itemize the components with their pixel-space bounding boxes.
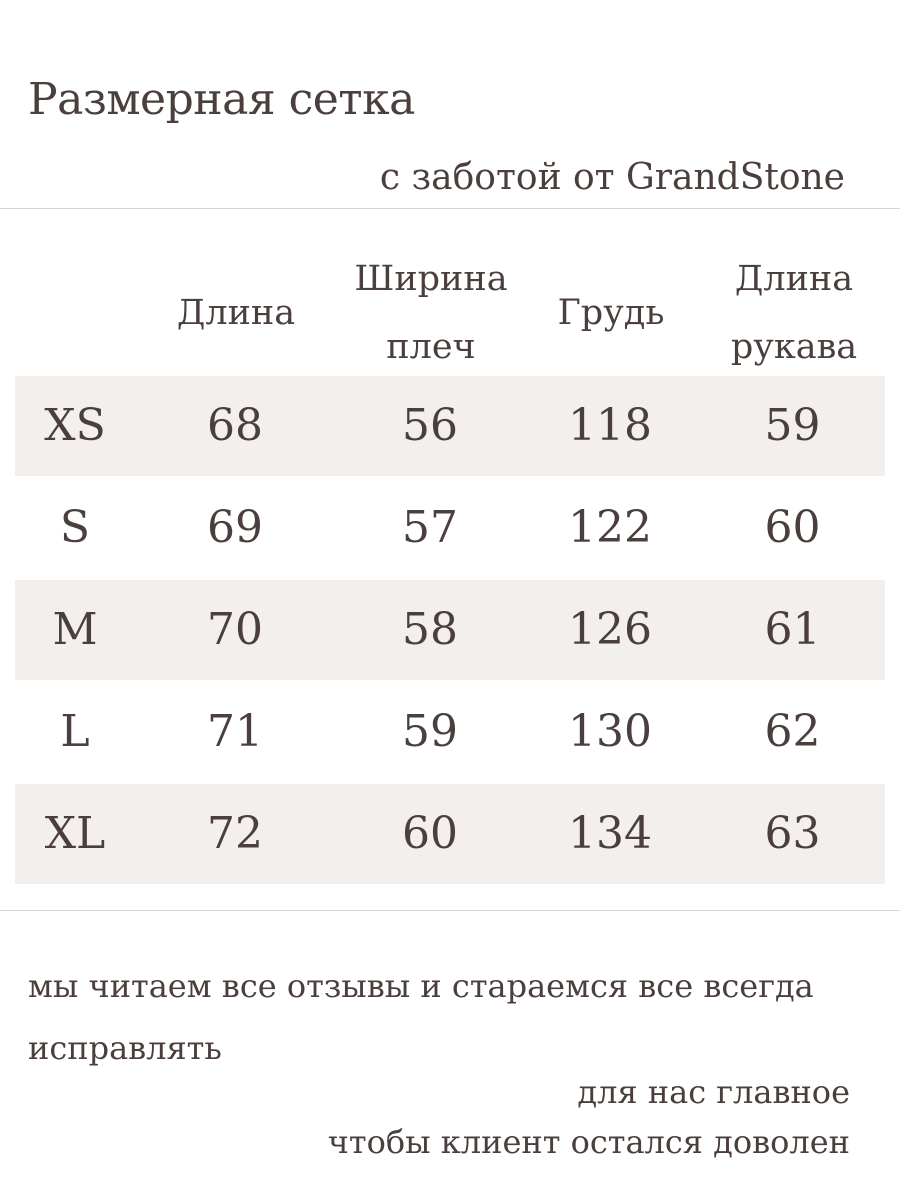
footer-note-line-1: мы читаем все отзывы и стараемся все всегда xyxy=(28,967,814,1005)
column-header-shoulder-width-line-2: плеч xyxy=(386,327,476,367)
length-value: 70 xyxy=(207,604,263,655)
sleeve-length-value: 59 xyxy=(764,400,821,451)
footer-note-line-2: исправлять xyxy=(28,1029,222,1067)
column-header-shoulder-width-line-1: Ширина xyxy=(354,259,508,299)
chest-value: 130 xyxy=(568,706,652,757)
sleeve-length-value: 62 xyxy=(764,706,821,757)
shoulder-width-value: 57 xyxy=(402,502,458,553)
column-header-length-line-1: Длина xyxy=(176,293,296,333)
size-label: XS xyxy=(44,400,106,451)
size-label: L xyxy=(60,706,90,757)
table-row-s xyxy=(15,478,885,578)
column-header-sleeve-length-line-2: рукава xyxy=(730,327,858,367)
size-label: S xyxy=(59,502,91,553)
shoulder-width-value: 58 xyxy=(402,604,458,655)
table-row-xs xyxy=(15,376,885,476)
chest-value: 122 xyxy=(568,502,652,553)
table-row-l xyxy=(15,682,885,782)
column-header-sleeve-length xyxy=(699,258,889,368)
sleeve-length-value: 61 xyxy=(764,604,821,655)
page-subtitle: с заботой от GrandStone xyxy=(379,157,845,198)
length-value: 72 xyxy=(207,808,263,859)
length-value: 68 xyxy=(207,400,263,451)
column-header-chest-line-1: Грудь xyxy=(557,293,665,333)
sleeve-length-value: 63 xyxy=(764,808,821,859)
length-value: 71 xyxy=(207,706,263,757)
page-title: Размерная сетка xyxy=(28,74,415,125)
column-header-chest xyxy=(516,292,706,334)
column-header-shoulder-width xyxy=(336,258,526,368)
bottom-divider xyxy=(0,910,900,911)
sleeve-length-value: 60 xyxy=(764,502,821,553)
column-header-length xyxy=(141,292,331,334)
footer-note-line-3: для нас главное xyxy=(577,1073,850,1111)
chest-value: 134 xyxy=(568,808,652,859)
shoulder-width-value: 59 xyxy=(402,706,458,757)
size-label: M xyxy=(52,604,98,655)
table-row-m xyxy=(15,580,885,680)
footer-note-line-4: чтобы клиент остался доволен xyxy=(327,1123,850,1161)
chest-value: 126 xyxy=(568,604,652,655)
column-header-sleeve-length-line-1: Длина xyxy=(734,259,854,299)
size-label: XL xyxy=(44,808,106,859)
shoulder-width-value: 56 xyxy=(402,400,458,451)
chest-value: 118 xyxy=(568,400,652,451)
length-value: 69 xyxy=(207,502,263,553)
top-divider xyxy=(0,208,900,209)
table-row-xl xyxy=(15,784,885,884)
shoulder-width-value: 60 xyxy=(402,808,458,859)
